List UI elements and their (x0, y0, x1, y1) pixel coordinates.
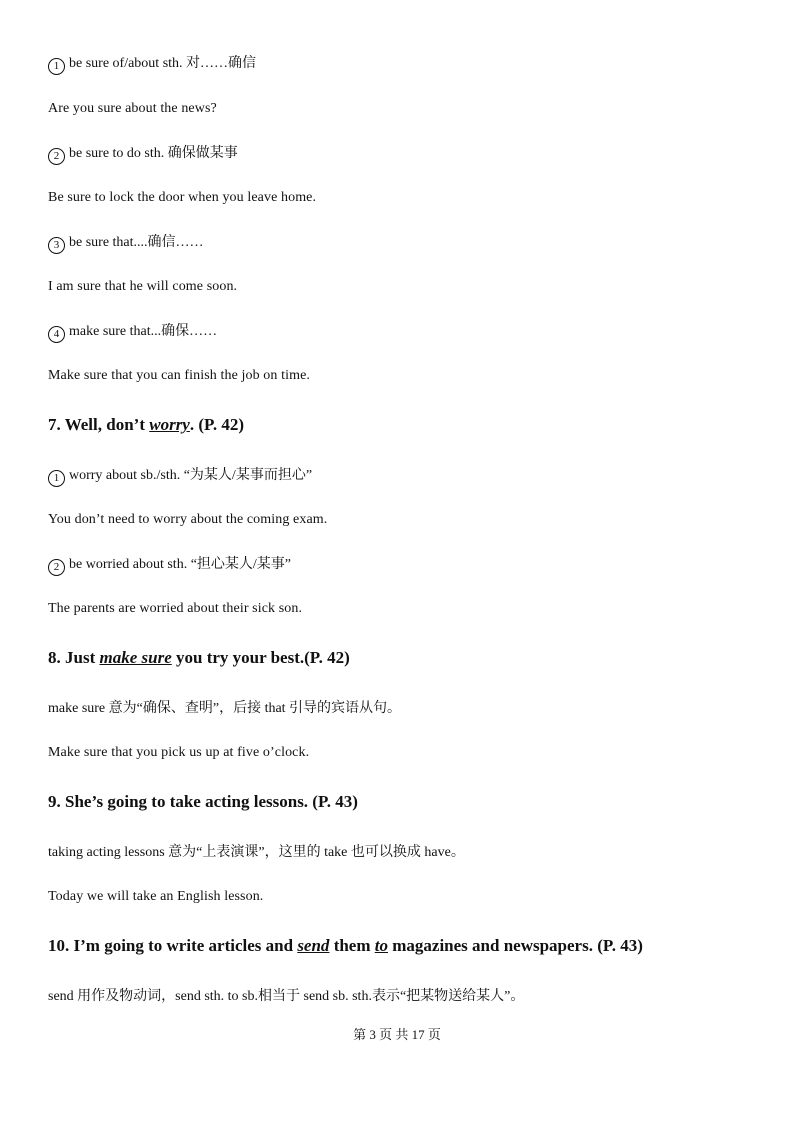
keyword: send (297, 936, 330, 955)
circled-number: 4 (48, 326, 65, 343)
heading-text: 7. Well, don’t (48, 415, 150, 434)
section-heading-8 (48, 647, 350, 669)
heading-text: magazines and newspapers. (P. 43) (388, 936, 643, 955)
keyword: to (374, 936, 388, 955)
heading-text: . (P. 42) (189, 415, 245, 434)
explanation: make sure 意为“确保、查明”，后接 that 引导的宾语从句。 (48, 701, 402, 716)
circled-number: 3 (48, 237, 65, 254)
example-sentence: Today we will take an English lesson. (48, 889, 264, 904)
item-text: be sure to do sth. 确保做某事 (69, 146, 238, 161)
page-footer: 第 3 页 共 17 页 (353, 1027, 441, 1042)
circled-number: 1 (48, 470, 65, 487)
section-heading-9: 9. She’s going to take acting lessons. (P. 43) (48, 792, 358, 811)
section-heading-10 (48, 935, 643, 957)
example-sentence: Be sure to lock the door when you leave home. (48, 190, 317, 205)
item-be-sure-of (48, 55, 256, 75)
example-sentence: You don’t need to worry about the coming exam. (48, 512, 328, 527)
item-make-sure-that (48, 323, 217, 343)
item-be-worried-about (48, 556, 291, 576)
heading-text: you try your best.(P. 42) (171, 648, 350, 667)
explanation: send 用作及物动词，send sth. to sb.相当于 send sb. sth.表示“把某物送给某人”。 (48, 989, 525, 1004)
example-sentence: I am sure that he will come soon. (48, 279, 238, 294)
keyword: make sure (99, 648, 172, 667)
example-sentence: Are you sure about the news? (48, 101, 217, 116)
item-text: worry about sb./sth. “为某人/某事而担心” (69, 468, 313, 483)
item-be-sure-to (48, 145, 238, 165)
heading-text: them (329, 936, 375, 955)
circled-number: 1 (48, 58, 65, 75)
item-worry-about (48, 467, 312, 487)
heading-text: 8. Just (48, 648, 100, 667)
example-sentence: Make sure that you can finish the job on time. (48, 368, 310, 383)
explanation: taking acting lessons 意为“上表演课”，这里的 take 也可以换成 have。 (48, 845, 465, 860)
item-text: be worried about sth. “担心某人/某事” (69, 557, 292, 572)
item-text: be sure of/about sth. 对……确信 (69, 56, 257, 71)
circled-number: 2 (48, 559, 65, 576)
circled-number: 2 (48, 148, 65, 165)
item-be-sure-that (48, 234, 204, 254)
example-sentence: The parents are worried about their sick son. (48, 601, 303, 616)
example-sentence: Make sure that you pick us up at five o’clock. (48, 745, 310, 760)
item-text: be sure that....确信…… (69, 235, 204, 250)
item-text: make sure that...确保…… (69, 324, 218, 339)
keyword: worry (149, 415, 190, 434)
section-heading-7 (48, 414, 244, 436)
heading-text: 10. I’m going to write articles and (48, 936, 298, 955)
